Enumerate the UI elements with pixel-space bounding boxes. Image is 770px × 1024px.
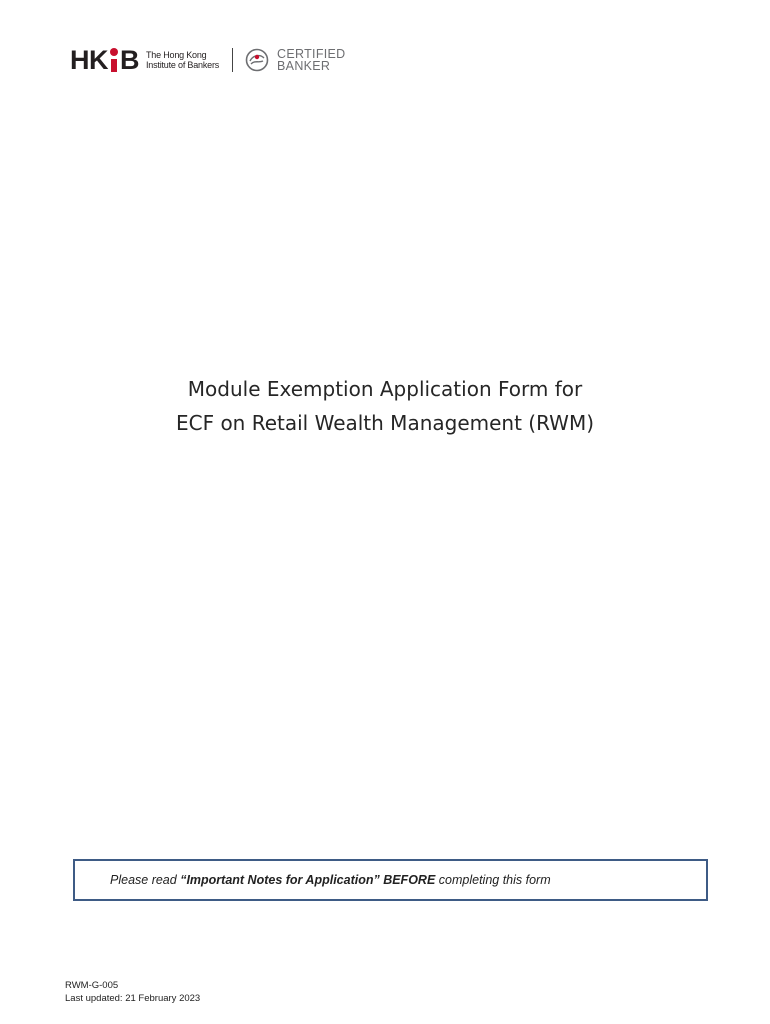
form-code: RWM-G-005	[65, 980, 119, 991]
important-notice-box	[73, 859, 708, 901]
institute-name: The Hong Kong Institute of Bankers	[146, 50, 220, 70]
form-title-line-2: ECF on Retail Wealth Management (RWM)	[175, 411, 595, 435]
footer	[65, 979, 200, 1005]
form-title-line-1: Module Exemption Application Form for	[187, 377, 583, 401]
notice-prefix: Please read	[110, 873, 181, 887]
form-title	[0, 372, 770, 440]
certified-banker-emblem-icon	[245, 48, 269, 72]
notice-emphasis: “Important Notes for Application” BEFORE	[180, 873, 436, 887]
logo-divider	[232, 48, 233, 72]
hkib-certified-banker-logo	[70, 40, 366, 80]
important-notice-text	[110, 873, 551, 887]
hkib-logo-mark	[70, 44, 139, 75]
logo-mark-b: B	[120, 44, 139, 75]
certified-banker-text: CERTIFIED BANKER	[277, 46, 346, 73]
notice-suffix: completing this form	[435, 873, 551, 887]
last-updated: Last updated: 21 February 2023	[65, 993, 201, 1004]
logo-mark-hk: HK	[70, 44, 108, 75]
